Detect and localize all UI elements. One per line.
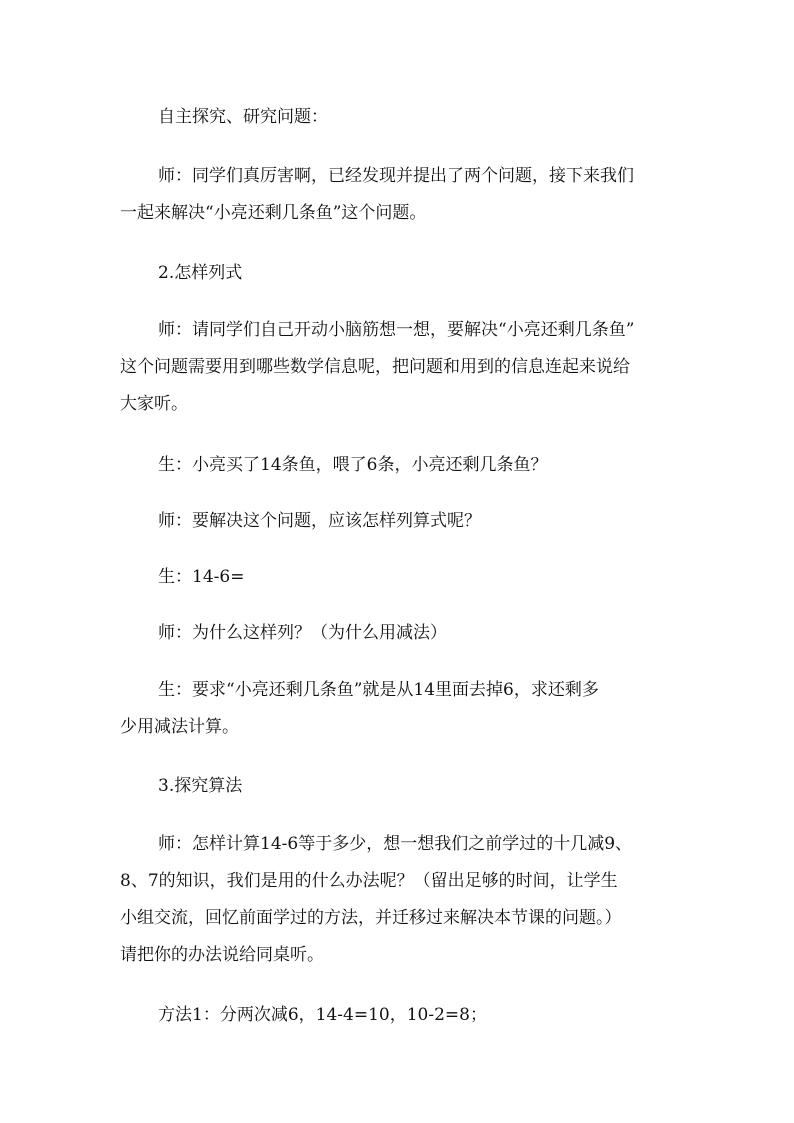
section-heading-formula (120, 255, 680, 292)
section-heading-algorithm (120, 768, 680, 805)
paragraph-teacher-intro (120, 158, 680, 232)
paragraph-teacher-why (120, 615, 680, 652)
text-line: 自主探究、研究问题： (158, 107, 328, 127)
text-line: 8、7的知识，我们是用的什么办法呢？（留出足够的时间，让学生 (120, 871, 618, 891)
paragraph-student-answer-1 (120, 447, 680, 484)
text-line: 师：要解决这个问题，应该怎样列算式呢？ (158, 511, 481, 531)
text-line: 师：请同学们自己开动小脑筋想一想，要解决“小亮还剩几条鱼” (158, 320, 635, 340)
paragraph-teacher-question (120, 312, 680, 423)
text-line: 小组交流，回忆前面学过的方法，并迁移过来解决本节课的问题。） (120, 908, 622, 928)
text-line: 师：同学们真厉害啊，已经发现并提出了两个问题，接下来我们 (158, 166, 634, 186)
text-line: 方法1：分两次减6，14-4=10，10-2=8； (158, 1005, 487, 1025)
text-line: 生：要求“小亮还剩几条鱼”就是从14里面去掉6，求还剩多 (158, 680, 599, 700)
text-line: 生：14-6= (158, 567, 245, 587)
paragraph-method-1 (120, 997, 680, 1034)
text-line: 这个问题需要用到哪些数学信息呢，把问题和用到的信息连起来说给 (120, 357, 630, 377)
text-line: 少用减法计算。 (120, 717, 239, 737)
paragraph-teacher-ask-formula (120, 503, 680, 540)
paragraph-student-formula (120, 559, 680, 596)
text-line: 2.怎样列式 (158, 263, 243, 283)
paragraph-teacher-method (120, 826, 680, 974)
text-line: 师：为什么这样列？（为什么用减法） (158, 623, 447, 643)
text-line: 大家听。 (120, 394, 188, 414)
text-line: 师：怎样计算14-6等于多少，想一想我们之前学过的十几减9、 (158, 834, 633, 854)
text-line: 3.探究算法 (158, 776, 243, 796)
paragraph-heading-explore (120, 99, 680, 136)
paragraph-student-reason (120, 672, 680, 746)
text-line: 生：小亮买了14条鱼，喂了6条，小亮还剩几条鱼？ (158, 455, 548, 475)
text-line: 请把你的办法说给同桌听。 (120, 945, 324, 965)
text-line: 一起来解决“小亮还剩几条鱼”这个问题。 (120, 203, 427, 223)
